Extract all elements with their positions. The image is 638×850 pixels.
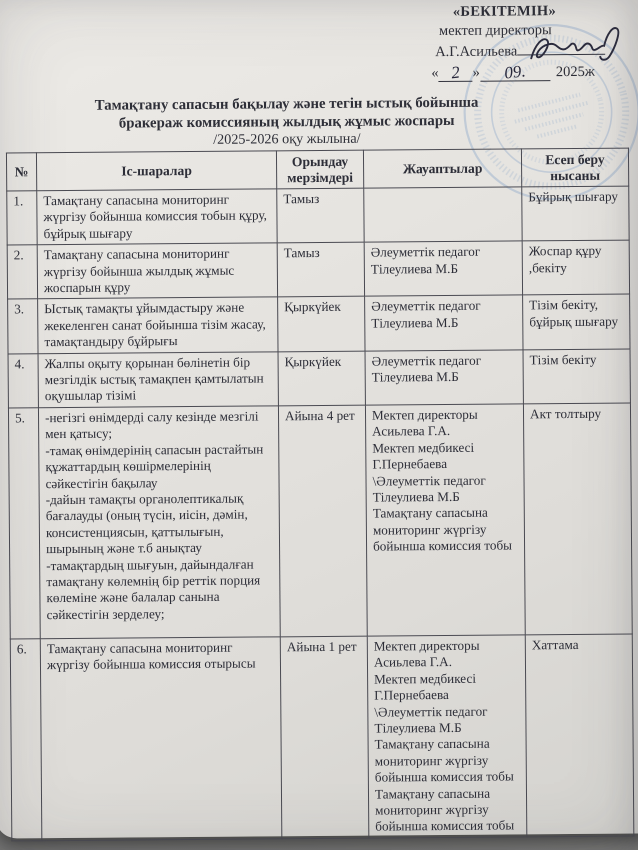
cell-num: 5.: [8, 408, 40, 639]
table-row: [8, 349, 630, 408]
cell-num: 3.: [8, 299, 38, 353]
handwritten-day: 2: [450, 62, 461, 83]
header-report: Есеп беру нысаны: [521, 148, 628, 187]
title-line-3: /2025-2026 оқу жылына/: [213, 130, 361, 148]
cell-num: 6.: [10, 639, 42, 841]
cell-report: Хаттама: [525, 634, 634, 837]
cell-deadline: Тамыз: [277, 242, 364, 297]
cell-activity: Тамақтану сапасына мониторинг жүргізу бойынша комиссия тобын құру, бұйрық шығару: [37, 189, 277, 245]
header-responsible: Жауаптылар: [363, 149, 521, 188]
cell-activity: Тамақтану сапасына мониторинг жүргізу бойынша комиссия отырысы: [40, 637, 282, 841]
cell-deadline: Қыркүйек: [278, 297, 365, 352]
cell-report: Акт толтыру: [523, 403, 632, 635]
cell-responsible: Әлеуметтік педагог Тілеулиева М.Б: [365, 295, 523, 350]
cell-activity: Тамақтану сапасына мониторинг жүргізу бойынша жылдық жұмыс жоспарын құру: [37, 243, 277, 299]
cell-deadline: Қыркүйек: [278, 351, 365, 406]
quote-close: »: [472, 64, 480, 81]
table-row: [7, 186, 629, 245]
cell-responsible: Мектеп директоры Асиьлева Г.А. Мектеп медбикесі Г.Пернебаева \Әлеуметтік педагог Тілеулиева М.Б Тамақтану сапасына мониторинг жүргізу бойынша комиссия тобы Тамақтану сапасына мониторинг жүргізу бойынша комиссия тобы: [367, 635, 527, 838]
cell-responsible: Мектеп директоры Асиьлева Г.А. Мектеп медбикесі Г.Пернебаева \Әлеуметтік педагог Тілеулиева М.Б Тамақтану сапасына мониторинг жүргізу бойынша комиссия тобы: [365, 404, 525, 636]
cell-num: 1.: [7, 191, 37, 245]
director-name-line: [435, 40, 635, 62]
cell-report: Тізім бекіту: [523, 349, 630, 404]
title-line-2: бракераж комиссияның жылдық жұмыс жоспары: [118, 112, 455, 132]
header-num: №: [6, 153, 36, 191]
cell-report: Жоспар құру ,бекіту: [522, 240, 629, 295]
cell-num: 4.: [8, 353, 38, 407]
quote-open: «: [431, 65, 439, 82]
cell-activity: Жалпы оқыту қорынан бөлінетін бір мезгілдік ыстық тамақпен қамтылатын оқушылар тізімі: [38, 351, 278, 407]
table-header-row: [6, 148, 628, 191]
table-row: [10, 634, 634, 841]
work-plan-table: [6, 148, 634, 842]
approval-date-line: [431, 63, 635, 87]
handwritten-signature: [527, 24, 631, 69]
cell-num: 2.: [7, 245, 37, 299]
approval-block: [427, 2, 636, 87]
handwritten-month: 09.: [503, 61, 527, 83]
cell-activity: -негізгі өнімдерді салу кезінде мезгілі мен қатысу; -тамақ өнімдерінің сапасын растайтын құжаттардың көшірмелерінің сәйкестігін бақылау -дайын тамақты органолептикалық бағалауды (оның түсін, иісін, дәмін, консистенциясын, қаттылығын, шырының және т.б анықтау -тамақтардың шығуын, дайындалған тамақтану көлемнің бір реттік порция көлеміне және балалар санына сәйкестігін зерделеу;: [38, 406, 280, 639]
director-name: А.Г.Асильева: [435, 43, 518, 61]
title-line-1: Тамақтану сапасын бақылау және тегін ыстық бойынша: [94, 94, 479, 114]
cell-responsible: Әлеуметтік педагог Тілеулиева М.Б: [364, 241, 522, 296]
cell-responsible: Әлеуметтік педагог Тілеулиева М.Б: [365, 350, 523, 405]
cell-deadline: Айына 4 рет: [278, 405, 367, 637]
header-deadline: Орындау мерзімдері: [276, 150, 363, 189]
cell-responsible: [364, 187, 522, 242]
header-activity: Іс-шаралар: [36, 151, 276, 191]
table-row: [7, 240, 629, 299]
document-title: [4, 94, 570, 151]
approval-year: 2025ж: [555, 63, 595, 81]
cell-deadline: Айына 1 рет: [280, 636, 369, 839]
cell-deadline: Тамыз: [277, 188, 364, 243]
approved-label: «БЕКІТЕМІН»: [452, 3, 557, 20]
cell-report: Бұйрық шығару: [522, 186, 629, 241]
table-row: [8, 295, 630, 354]
cell-report: Тізім бекіту, бұйрық шығару: [523, 295, 630, 350]
table-row: [8, 403, 632, 639]
director-role: мектеп директоры: [438, 22, 552, 40]
cell-activity: Ыстық тамақты ұйымдастыру және жекеленген санат бойынша тізім жасау, тамақтандыру бұйрығы: [38, 297, 278, 353]
